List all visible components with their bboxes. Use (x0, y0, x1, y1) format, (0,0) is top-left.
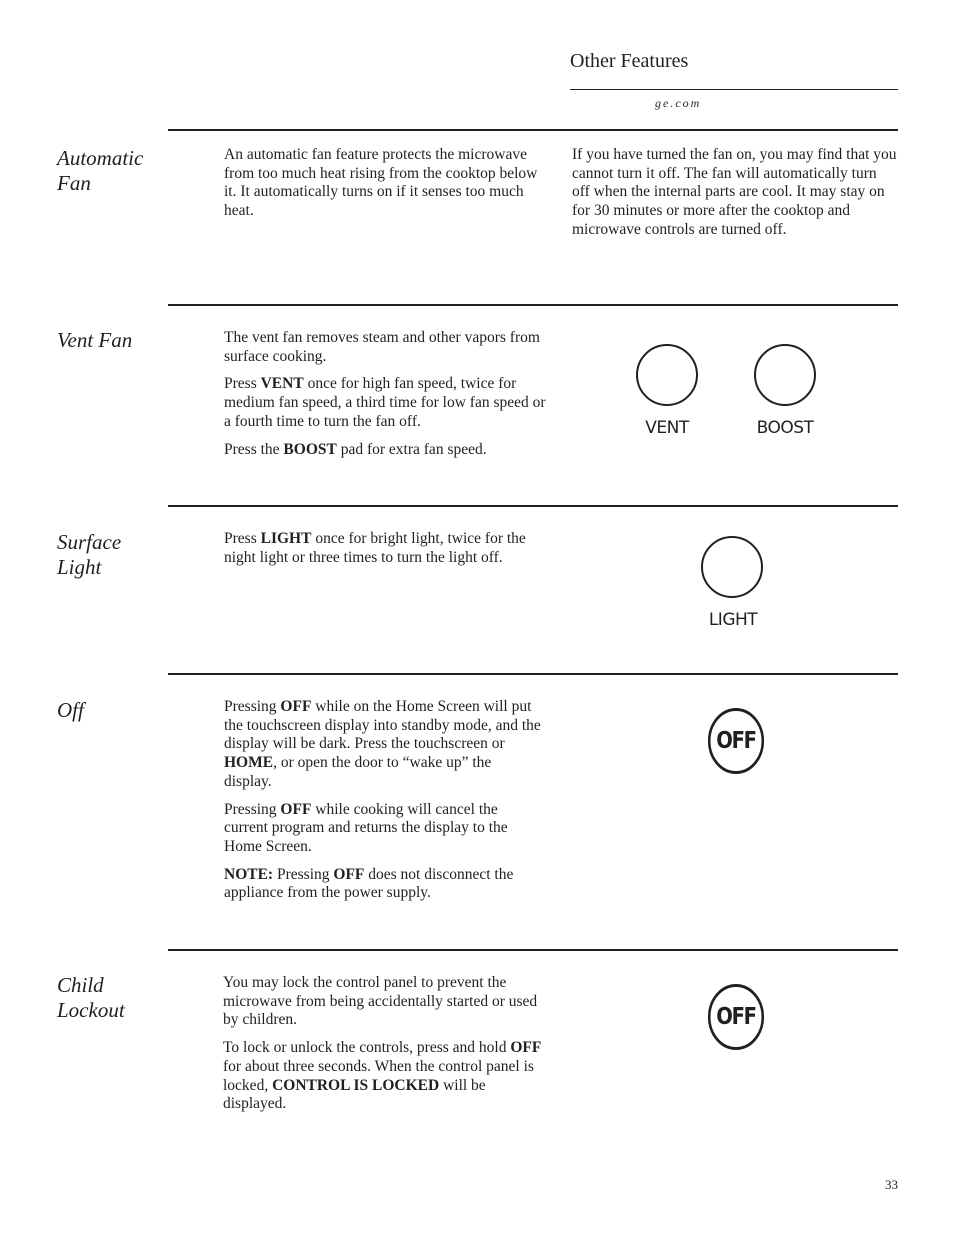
paragraph: Pressing OFF while cooking will cancel the current program and returns the display to the Home Screen. (224, 800, 508, 855)
section-title-line: Automatic (57, 146, 144, 170)
light-button-icon (701, 536, 763, 598)
paragraph: An automatic fan feature protects the microwave from too much heat rising from the cooktop below it. It automatically turns on if it senses too much heat. (224, 146, 538, 220)
paragraph: If you have turned the fan on, you may find that you cannot turn it off. The fan will automatically turn off when the internal parts are cool. It may stay on for 30 minutes or more after the cooktop and microwave controls are turned off. (572, 146, 897, 238)
paragraph: Press VENT once for high fan speed, twice for medium fan speed, a third time for low fan speed or a fourth time to turn the fan off. (224, 375, 546, 430)
light-button-label: LIGHT (708, 610, 758, 630)
section-title-off: Off (57, 698, 84, 722)
boost-button-label: BOOST (756, 418, 814, 438)
paragraph: Press the BOOST pad for extra fan speed. (224, 440, 487, 458)
off-lock-button-icon: OFF (708, 984, 764, 1050)
vent-fan-text (224, 329, 546, 468)
boost-button-icon (754, 344, 816, 406)
paragraph: Pressing OFF while on the Home Screen will put the touchscreen display into standby mode, and the display will be dark. Press the touchscreen or HOME, or open the door to “wake up” the display. (224, 698, 541, 790)
paragraph: To lock or unlock the controls, press and hold OFF for about three seconds. When the control panel is locked, CONTROL IS LOCKED will be displayed. (223, 1039, 542, 1113)
section-divider (168, 129, 898, 131)
off-button-icon: OFF (708, 708, 764, 774)
section-divider (168, 949, 898, 951)
section-title-line: Surface (57, 530, 122, 554)
section-divider (168, 304, 898, 306)
section-title-vent-fan: Vent Fan (57, 328, 133, 352)
section-title-child-lockout (57, 973, 167, 1023)
paragraph: The vent fan removes steam and other vapors from surface cooking. (224, 329, 540, 365)
paragraph: NOTE: Pressing OFF does not disconnect the appliance from the power supply. (224, 865, 514, 902)
paragraph: You may lock the control panel to prevent the microwave from being accidentally started or used by children. (223, 974, 538, 1029)
section-title-line: Lockout (57, 998, 125, 1022)
section-title-line: Fan (57, 171, 91, 195)
page-number: 33 (885, 1177, 898, 1192)
paragraph: Press LIGHT once for bright light, twice for the night light or three times to turn the light off. (224, 530, 526, 566)
site-url: ge.com (655, 96, 702, 110)
header-divider (570, 89, 898, 90)
section-title-surface-light (57, 530, 167, 580)
surface-light-text (224, 530, 540, 576)
section-title-line: Light (57, 555, 102, 579)
section-title-line: Child (57, 973, 104, 997)
off-text (224, 698, 542, 912)
vent-button-icon (636, 344, 698, 406)
section-divider (168, 505, 898, 507)
section-title-automatic-fan (57, 146, 167, 196)
page-header-title: Other Features (570, 50, 689, 72)
automatic-fan-left-text (224, 146, 544, 230)
section-divider (168, 673, 898, 675)
vent-button-label: VENT (645, 418, 689, 438)
automatic-fan-right-text (572, 146, 898, 249)
child-lockout-text (223, 974, 545, 1123)
